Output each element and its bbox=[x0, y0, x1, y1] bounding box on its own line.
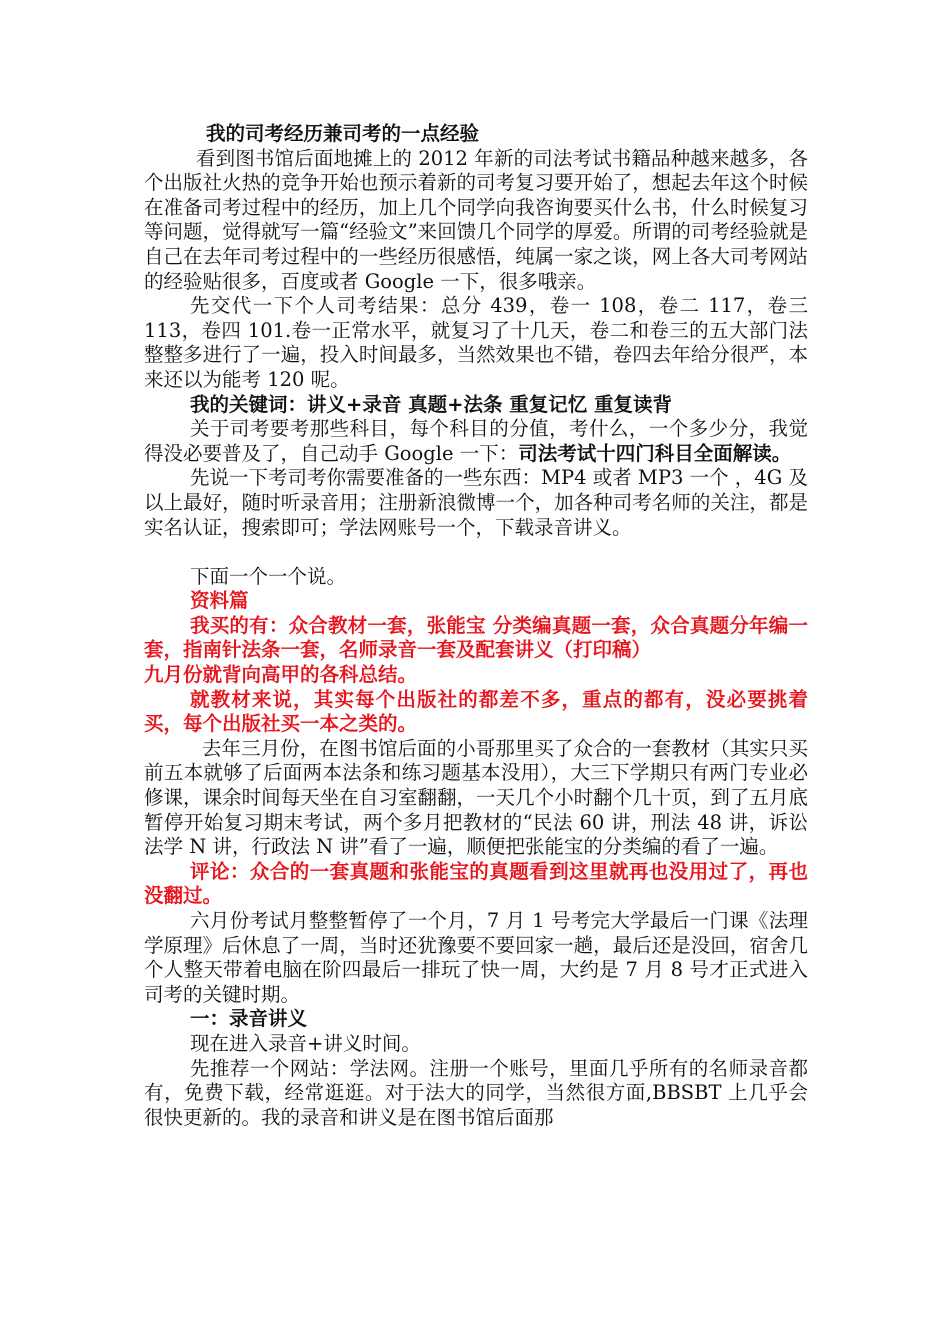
paragraph-audio-intro: 现在进入录音+讲义时间。 bbox=[190, 1031, 421, 1055]
paragraph-intro: 看到图书馆后面地摊上的 2012 年新的司法考试书籍品种越来越多，各个出版社火热的竞争开始也预示着新的司考复习要开始了，想起去年这个时候在准备司考过程中的经历，加上几个同学向我咨询要买什么书，什么时候复习等问题，觉得就写一篇“经验文”来回馈几个同学的厚爱。所谓的司考经验就是自己在去年司考过程中的一些经历很感悟，纯属一家之谈，网上各大司考网站的经验贴很多，百度或者 Google 一下，很多哦亲。 bbox=[144, 146, 808, 293]
section-audio-heading: 一：录音讲义 bbox=[190, 1007, 308, 1031]
paragraph-website: 先推荐一个网站：学法网。注册一个账号，里面几乎所有的名师录音都有，免费下载，经常逛逛。对于法大的同学，当然很方面,BBSBT 上几乎会很快更新的。我的录音和讲义是在图书馆后面那 bbox=[144, 1056, 808, 1129]
blank-line bbox=[144, 540, 808, 565]
document-body bbox=[144, 122, 808, 1130]
subjects-text: 关于司考要考那些科目，每个科目的分值，考什么，一个多少分，我觉得没必要普及了，自己动手 Google 一下： bbox=[144, 417, 808, 465]
paragraph-comment: 评论：众合的一套真题和张能宝的真题看到这里就再也没用过了，再也没翻过。 bbox=[144, 859, 808, 908]
paragraph-september: 九月份就背向高甲的各科总结。 bbox=[144, 663, 418, 687]
paragraph-results: 先交代一下个人司考结果：总分 439，卷一 108，卷二 117，卷三 113，卷四 101.卷一正常水平，就复习了十几天，卷二和卷三的五大部门法整整多进行了一遍，投入时间最多，当然效果也不错，卷四去年给分很严，本来还以为能考 120 呢。 bbox=[144, 294, 808, 391]
section-materials-heading: 资料篇 bbox=[190, 589, 249, 613]
paragraph-march: 去年三月份，在图书馆后面的小哥那里买了众合的一套教材（其实只买前五本就够了后面两本法条和练习题基本没用），大三下学期只有两门专业必修课，课余时间每天坐在自习室翻翻，一天几个小时翻个几十页，到了五月底暂停开始复习期末考试，两个多月把教材的“民法 60 讲，刑法 48 讲，诉讼法学 N 讲，行政法 N 讲”看了一遍，顺便把张能宝的分类编的看了一遍。 bbox=[144, 736, 808, 859]
subjects-bold-text: 司法考试十四门科目全面解读。 bbox=[518, 441, 792, 465]
document-title: 我的司考经历兼司考的一点经验 bbox=[206, 122, 480, 145]
keywords-line: 我的关键词：讲义+录音 真题+法条 重复记忆 重复读背 bbox=[190, 392, 673, 416]
paragraph-june: 六月份考试月整整暂停了一个月，7 月 1 号考完大学最后一门课《法理学原理》后休息了一周，当时还犹豫要不要回家一趟，最后还是没回，宿舍几个人整天带着电脑在阶四最后一排玩了快一周，大约是 7 月 8 号才正式进入司考的关键时期。 bbox=[144, 909, 808, 1006]
paragraph-preparation: 先说一下考司考你需要准备的一些东西：MP4 或者 MP3 一个 ，4G 及以上最好，随时听录音用；注册新浪微博一个，加各种司考名师的关注，都是实名认证，搜索即可；学法网账号一个，下载录音讲义。 bbox=[144, 466, 808, 539]
paragraph-bought: 我买的有：众合教材一套，张能宝 分类编真题一套，众合真题分年编一套，指南针法条一套，名师录音一套及配套讲义（打印稿） bbox=[144, 613, 808, 662]
paragraph-next: 下面一个一个说。 bbox=[190, 564, 347, 588]
paragraph-textbooks: 就教材来说，其实每个出版社的都差不多，重点的都有，没必要挑着买，每个出版社买一本之类的。 bbox=[144, 687, 808, 736]
paragraph-subjects bbox=[144, 417, 808, 466]
